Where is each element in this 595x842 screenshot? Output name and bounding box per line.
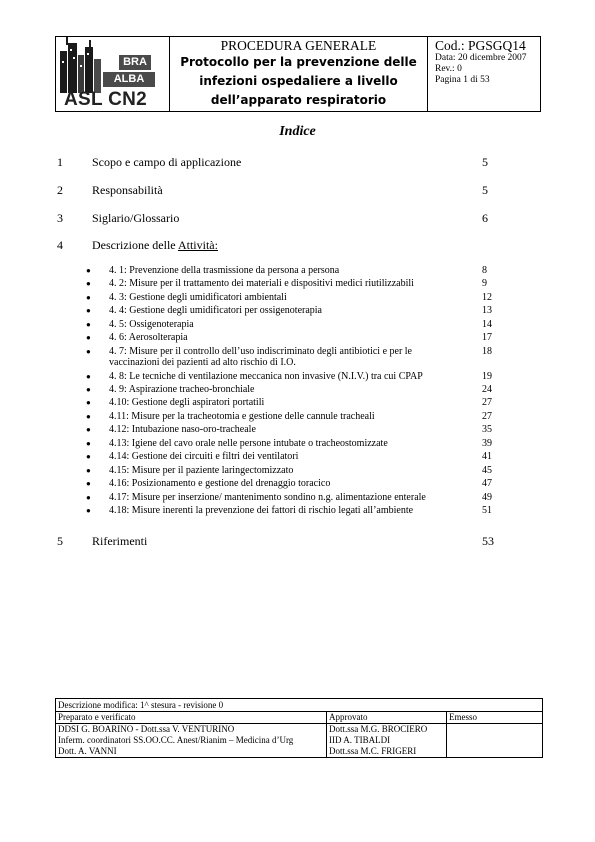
subsection-page: 49	[482, 491, 492, 503]
bullet-icon: ●	[86, 492, 91, 502]
document-date: Data: 20 dicembre 2007	[435, 53, 527, 63]
subsection-page: 45	[482, 464, 492, 476]
approved-column	[327, 712, 447, 758]
page-number: Pagina 1 di 53	[435, 75, 490, 85]
subsection-page: 19	[482, 370, 492, 382]
subsection-page: 17	[482, 332, 492, 344]
entry-label-prefix: Descrizione delle	[92, 238, 178, 252]
prepared-line: Inferm. coordinatori SS.OO.CC. Anest/Rianim – Medicina d’Urg	[58, 735, 294, 745]
subsection-item[interactable]	[86, 438, 506, 450]
subsection-label: 4.13: Igiene del cavo orale nelle persone intubate o tracheostomizzate	[109, 437, 388, 449]
index-entry[interactable]	[57, 211, 497, 227]
prepared-column	[56, 712, 327, 758]
logo-asl-text: ASL CN2	[64, 89, 148, 110]
subsection-item[interactable]	[86, 332, 506, 344]
subsection-list	[86, 265, 506, 518]
subsection-label: 4. 2: Misure per il trattamento dei materiali e dispositivi medici riutilizzabili	[109, 278, 414, 290]
procedure-type: PROCEDURA GENERALE	[220, 38, 377, 53]
subsection-item[interactable]	[86, 384, 506, 396]
prepared-header: Preparato e verificato	[56, 712, 326, 724]
document-revision: Rev.: 0	[435, 64, 462, 74]
bullet-icon: ●	[86, 292, 91, 302]
entry-label: Riferimenti	[92, 534, 148, 548]
entry-number: 1	[57, 155, 63, 169]
entry-label: Scopo e campo di applicazione	[92, 155, 242, 169]
logo-alba-text: ALBA	[113, 73, 145, 85]
subsection-label: 4.15: Misure per il paziente laringectomizzato	[109, 464, 294, 476]
subsection-page: 39	[482, 437, 492, 449]
subsection-label: 4.17: Misure per inserzione/ mantenimento sondino n.g. alimentazione enterale	[109, 491, 426, 503]
subsection-page: 12	[482, 291, 492, 303]
procedure-title-line: Protocollo per la prevenzione delle	[180, 55, 417, 69]
bullet-icon: ●	[86, 306, 91, 316]
bullet-icon: ●	[86, 452, 91, 462]
entry-page: 53	[482, 534, 494, 548]
bullet-icon: ●	[86, 398, 91, 408]
subsection-item[interactable]	[86, 451, 506, 463]
subsection-page: 18	[482, 345, 492, 357]
subsection-page: 41	[482, 451, 492, 463]
bullet-icon: ●	[86, 319, 91, 329]
subsection-label: 4. 7: Misure per il controllo dell’uso indiscriminato degli antibiotici e per le vaccinazioni dei pazienti ad alto rischio di I.O.	[109, 345, 412, 369]
subsection-label: 4.16: Posizionamento e gestione del drenaggio toracico	[109, 478, 331, 490]
subsection-label: 4. 6: Aerosolterapia	[109, 332, 188, 344]
procedure-title-line: infezioni ospedaliere a livello	[199, 74, 398, 88]
bullet-icon: ●	[86, 505, 91, 515]
subsection-label: 4. 3: Gestione degli umidificatori ambientali	[109, 291, 287, 303]
subsection-page: 47	[482, 478, 492, 490]
entry-number: 5	[57, 534, 63, 548]
modification-description: Descrizione modifica: 1^ stesura - revisione 0	[56, 699, 542, 712]
issued-column	[447, 712, 542, 758]
subsection-label: 4. 1: Prevenzione della trasmissione da persona a persona	[109, 265, 340, 276]
subsection-item[interactable]	[86, 465, 506, 477]
subsection-item[interactable]	[86, 411, 506, 423]
subsection-item[interactable]	[86, 492, 506, 504]
subsection-item[interactable]	[86, 265, 506, 277]
subsection-label: 4.18: Misure inerenti la prevenzione dei fattori di rischio legati all’ambiente	[109, 504, 414, 516]
subsection-page: 14	[482, 318, 492, 330]
entry-page: 6	[482, 211, 488, 225]
subsection-label: 4. 9: Aspirazione tracheo-bronchiale	[109, 384, 255, 395]
approved-line: Dott.ssa M.C. FRIGERI	[329, 746, 417, 756]
prepared-line: DDSI G. BOARINO - Dott.ssa V. VENTURINO	[58, 724, 235, 734]
prepared-line: Dott. A. VANNI	[58, 746, 117, 756]
bullet-icon: ●	[86, 425, 91, 435]
index-entry[interactable]	[57, 183, 497, 199]
subsection-item[interactable]	[86, 397, 506, 409]
subsection-label: 4. 5: Ossigenoterapia	[109, 318, 194, 330]
procedure-title-line: dell’apparato respiratorio	[210, 93, 387, 107]
subsection-item[interactable]	[86, 478, 506, 490]
subsection-label: 4. 4: Gestione degli umidificatori per ossigenoterapia	[109, 305, 322, 317]
procedure-title-block	[170, 37, 428, 111]
bullet-icon: ●	[86, 279, 91, 289]
index-entry[interactable]	[57, 155, 497, 171]
entry-number: 2	[57, 183, 63, 197]
entry-label: Responsabilità	[92, 183, 163, 197]
approved-header: Approvato	[327, 712, 446, 724]
subsection-item[interactable]	[86, 278, 506, 290]
document-code: Cod.: PGSGQ14	[435, 38, 526, 53]
bullet-icon: ●	[86, 385, 91, 394]
subsection-item[interactable]	[86, 346, 506, 369]
entry-page: 5	[482, 155, 488, 169]
subsection-page: 51	[482, 504, 492, 516]
subsection-item[interactable]	[86, 305, 506, 317]
subsection-page: 27	[482, 397, 492, 409]
bullet-icon: ●	[86, 465, 91, 475]
bullet-icon: ●	[86, 333, 91, 343]
subsection-item[interactable]	[86, 292, 506, 304]
entry-label: Siglario/Glossario	[92, 211, 180, 225]
approved-line: Dott.ssa M.G. BROCIERO	[329, 724, 428, 734]
subsection-page: 9	[482, 278, 487, 290]
subsection-label: 4.12: Intubazione naso-oro-tracheale	[109, 424, 256, 436]
issued-header: Emesso	[447, 712, 542, 724]
subsection-item[interactable]	[86, 371, 506, 383]
entry-number: 3	[57, 211, 63, 225]
subsection-label: 4.11: Misure per la tracheotomia e gestione delle cannule tracheali	[109, 410, 375, 422]
subsection-label: 4.10: Gestione degli aspiratori portatili	[109, 397, 265, 409]
document-header	[55, 36, 541, 112]
subsection-page: 27	[482, 410, 492, 422]
bullet-icon: ●	[86, 438, 91, 448]
subsection-page: 24	[482, 384, 492, 395]
entry-label-underlined: Attività:	[177, 238, 218, 252]
subsection-page: 8	[482, 265, 487, 276]
bullet-icon: ●	[86, 346, 91, 356]
subsection-label: 4.14: Gestione dei circuiti e filtri dei ventilatori	[109, 451, 299, 463]
index-entry[interactable]	[57, 534, 497, 550]
subsection-item[interactable]	[86, 319, 506, 331]
logo-bra-text: BRA	[123, 56, 147, 68]
subsection-item[interactable]	[86, 424, 506, 436]
bullet-icon: ●	[86, 479, 91, 489]
subsection-page: 13	[482, 305, 492, 317]
document-code-block	[428, 37, 540, 111]
entry-label	[92, 238, 218, 253]
asl-logo	[56, 37, 170, 111]
bullet-icon: ●	[86, 411, 91, 421]
subsection-label: 4. 8: Le tecniche di ventilazione meccanica non invasive (N.I.V.) tra cui CPAP	[109, 370, 423, 382]
index-entry[interactable]	[57, 238, 497, 254]
index-title: Indice	[279, 124, 316, 139]
subsection-item[interactable]	[86, 505, 506, 517]
entry-number: 4	[57, 238, 63, 252]
subsection-page: 35	[482, 424, 492, 436]
approved-line: IID A. TIBALDI	[329, 735, 391, 745]
bullet-icon: ●	[86, 266, 91, 275]
entry-page: 5	[482, 183, 488, 197]
document-footer	[55, 698, 543, 758]
bullet-icon: ●	[86, 371, 91, 381]
